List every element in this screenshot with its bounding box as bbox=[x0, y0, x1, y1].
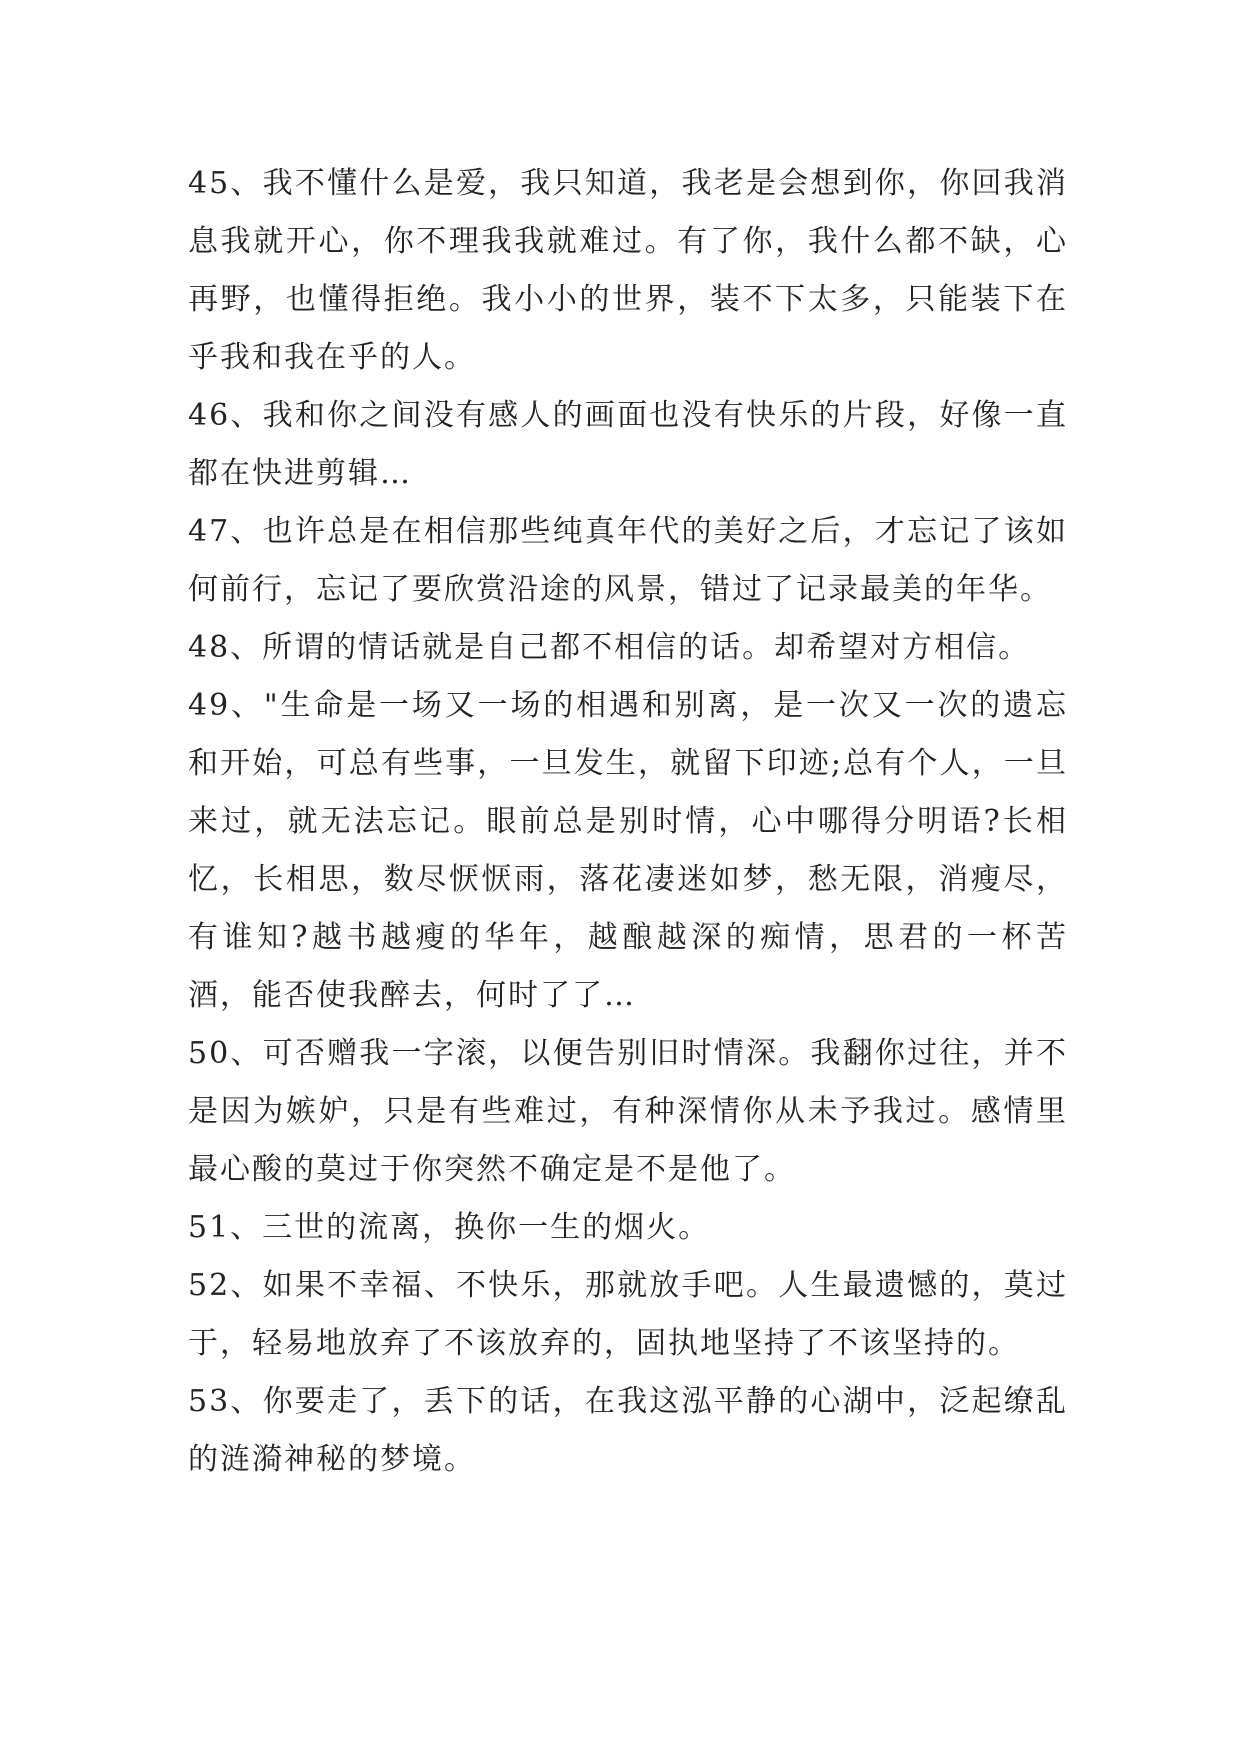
paragraph-48: 48、所谓的情话就是自己都不相信的话。却希望对方相信。 bbox=[188, 630, 1031, 665]
paragraph-49: 49、"生命是一场又一场的相遇和别离，是一次又一次的遗忘和开始，可总有些事，一旦发生，就留下印迹;总有个人，一旦来过，就无法忘记。眼前总是别时情，心中哪得分明语?长相忆，长相思，数尽恹恹雨，落花凄迷如梦，愁无限，消瘦尽，有谁知?越书越瘦的华年，越酿越深的痴情，思君的一杯苦酒，能否使我醉去，何时了了… bbox=[188, 688, 1068, 1013]
paragraph-46: 46、我和你之间没有感人的画面也没有快乐的片段，好像一直都在快进剪辑… bbox=[188, 398, 1068, 491]
paragraph-47: 47、也许总是在相信那些纯真年代的美好之后，才忘记了该如何前行，忘记了要欣赏沿途的风景，错过了记录最美的年华。 bbox=[188, 514, 1068, 607]
paragraph-50: 50、可否赠我一字滚，以便告别旧时情深。我翻你过往，并不是因为嫉妒，只是有些难过，有种深情你从未予我过。感情里最心酸的莫过于你突然不确定是不是他了。 bbox=[188, 1036, 1068, 1187]
paragraph-53: 53、你要走了，丢下的话，在我这泓平静的心湖中，泛起缭乱的涟漪神秘的梦境。 bbox=[188, 1384, 1068, 1477]
paragraph-52: 52、如果不幸福、不快乐，那就放手吧。人生最遗憾的，莫过于，轻易地放弃了不该放弃的，固执地坚持了不该坚持的。 bbox=[188, 1268, 1068, 1361]
paragraph-45: 45、我不懂什么是爱，我只知道，我老是会想到你，你回我消息我就开心，你不理我我就难过。有了你，我什么都不缺，心再野，也懂得拒绝。我小小的世界，装不下太多，只能装下在乎我和我在乎的人。 bbox=[188, 166, 1068, 375]
paragraph-51: 51、三世的流离，换你一生的烟火。 bbox=[188, 1210, 711, 1245]
document-body bbox=[188, 155, 1068, 1489]
